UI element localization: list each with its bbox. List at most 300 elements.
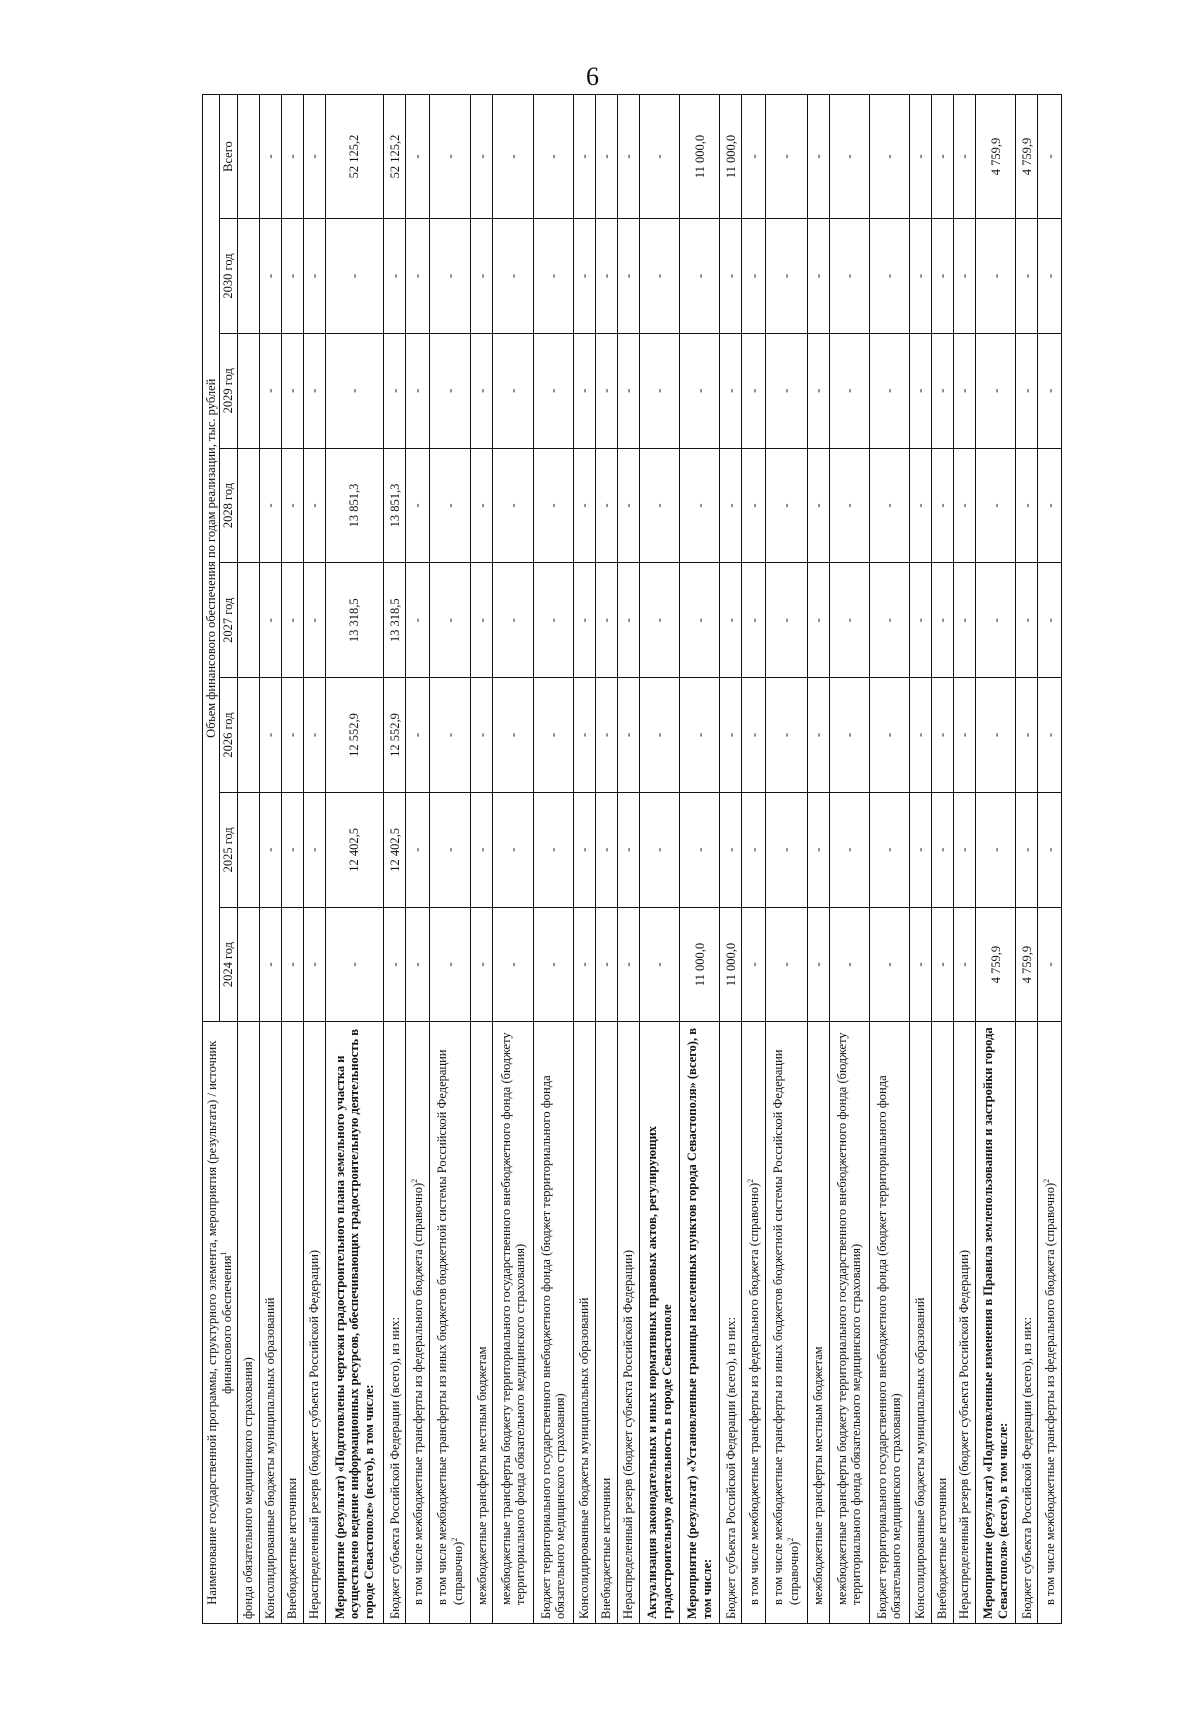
total-cell: - xyxy=(259,95,281,219)
year-value-cell: - xyxy=(493,219,533,334)
year-value-cell: - xyxy=(259,907,281,1022)
total-cell: - xyxy=(429,95,471,219)
row-name-cell xyxy=(765,1022,807,1624)
year-value-cell: - xyxy=(281,333,303,448)
year-value-cell: - xyxy=(932,907,954,1022)
table-row xyxy=(406,95,429,1624)
year-value-cell: - xyxy=(1016,448,1038,563)
row-name-cell xyxy=(406,1022,429,1624)
year-value-cell: - xyxy=(765,333,807,448)
total-cell: - xyxy=(910,95,932,219)
year-value-cell: - xyxy=(471,333,493,448)
row-name-cell xyxy=(259,1022,281,1624)
year-value-cell: - xyxy=(807,448,829,563)
year-value-cell: 12 552,9 xyxy=(325,678,383,793)
year-value-cell: - xyxy=(932,792,954,907)
year-value-cell xyxy=(237,792,259,907)
year-value-cell: - xyxy=(720,792,742,907)
year-value-cell: 13 851,3 xyxy=(325,448,383,563)
year-value-cell: - xyxy=(573,219,595,334)
year-value-cell: - xyxy=(829,792,869,907)
year-value-cell: - xyxy=(1038,678,1062,793)
year-value-cell: - xyxy=(954,678,976,793)
year-value-cell: - xyxy=(406,563,429,678)
year-value-cell: - xyxy=(869,333,909,448)
year-header: 2030 год xyxy=(220,219,237,334)
row-name-text: Нераспределенный резерв (бюджет субъекта Российской Федерации) xyxy=(307,1249,322,1619)
year-value-cell: - xyxy=(1016,792,1038,907)
year-value-cell: - xyxy=(303,792,325,907)
year-value-cell: - xyxy=(595,563,617,678)
year-value-cell: - xyxy=(617,448,639,563)
row-name-cell xyxy=(954,1022,976,1624)
year-value-cell: - xyxy=(639,907,679,1022)
year-value-cell: - xyxy=(281,219,303,334)
year-value-cell: - xyxy=(829,907,869,1022)
year-value-cell: 11 000,0 xyxy=(720,907,742,1022)
year-value-cell: - xyxy=(742,563,765,678)
year-value-cell: - xyxy=(954,219,976,334)
year-value-cell: - xyxy=(680,563,720,678)
row-name-cell xyxy=(384,1022,406,1624)
row-name-text: Бюджет территориального государственного внебюджетного фонда (бюджет территориального фонда обязательного медицинского страхования) xyxy=(538,1075,568,1619)
total-cell: - xyxy=(1038,95,1062,219)
year-value-cell: - xyxy=(493,907,533,1022)
row-name-text: Консолидированные бюджеты муниципальных образований xyxy=(577,1297,592,1619)
year-value-cell: - xyxy=(932,333,954,448)
row-name-text: Бюджет территориального государственного внебюджетного фонда (бюджет территориального фонда обязательного медицинского страхования) xyxy=(875,1075,904,1619)
year-header: 2024 год xyxy=(220,907,237,1022)
year-value-cell: - xyxy=(595,448,617,563)
year-value-cell: - xyxy=(384,333,406,448)
year-value-cell: - xyxy=(910,563,932,678)
year-value-cell: - xyxy=(720,333,742,448)
year-value-cell: - xyxy=(595,907,617,1022)
year-value-cell: - xyxy=(573,792,595,907)
row-name-text: в том числе межбюджетные трансферты из федерального бюджета (справочно) xyxy=(747,1182,762,1605)
year-value-cell: - xyxy=(573,448,595,563)
row-name-cell xyxy=(325,1022,383,1624)
name-column-header: Наименование государственной программы, структурного элемента, мероприятия (результата) / источник финансового обеспечения$^1$ xyxy=(203,1022,238,1624)
footnote-marker: 2 xyxy=(745,1178,755,1183)
total-cell: - xyxy=(765,95,807,219)
year-value-cell: - xyxy=(259,448,281,563)
year-value-cell: - xyxy=(617,907,639,1022)
year-value-cell: 12 402,5 xyxy=(384,792,406,907)
total-cell: 52 125,2 xyxy=(384,95,406,219)
row-name-text: фонда обязательного медицинского страхования) xyxy=(241,1357,256,1619)
total-cell xyxy=(237,95,259,219)
total-cell: 52 125,2 xyxy=(325,95,383,219)
year-value-cell: - xyxy=(954,792,976,907)
year-value-cell: - xyxy=(910,678,932,793)
year-value-cell: - xyxy=(617,219,639,334)
year-value-cell: - xyxy=(1038,219,1062,334)
year-value-cell: - xyxy=(259,678,281,793)
year-value-cell: - xyxy=(1038,907,1062,1022)
row-name-text: Бюджет субъекта Российской Федерации (всего), из них: xyxy=(387,1316,402,1619)
year-value-cell: - xyxy=(680,792,720,907)
table-row xyxy=(807,95,829,1624)
year-value-cell: - xyxy=(259,563,281,678)
year-value-cell: - xyxy=(325,219,383,334)
year-value-cell: - xyxy=(807,219,829,334)
year-value-cell: - xyxy=(595,333,617,448)
row-name-cell xyxy=(533,1022,573,1624)
row-name-cell xyxy=(976,1022,1016,1624)
table-row xyxy=(765,95,807,1624)
year-value-cell: - xyxy=(471,448,493,563)
year-value-cell: - xyxy=(680,219,720,334)
footnote-marker: 2 xyxy=(449,1537,459,1542)
row-name-cell xyxy=(720,1022,742,1624)
row-name-text: Внебюджетные источники xyxy=(935,1477,950,1619)
total-cell: 11 000,0 xyxy=(720,95,742,219)
year-value-cell: - xyxy=(807,678,829,793)
row-name-text: межбюджетные трансферты бюджету территориального государственного внебюджетного фонда (бюджету территориального фонда обязательного медицинского страхования) xyxy=(498,1032,528,1605)
total-cell: - xyxy=(954,95,976,219)
row-name-text: Внебюджетные источники xyxy=(599,1477,614,1619)
table-row xyxy=(533,95,573,1624)
total-cell: - xyxy=(932,95,954,219)
year-value-cell: - xyxy=(807,563,829,678)
year-value-cell: - xyxy=(869,219,909,334)
total-cell: - xyxy=(617,95,639,219)
row-name-cell xyxy=(869,1022,909,1624)
year-value-cell: - xyxy=(573,907,595,1022)
total-cell: - xyxy=(573,95,595,219)
year-value-cell: - xyxy=(281,792,303,907)
year-value-cell: - xyxy=(932,563,954,678)
row-name-cell xyxy=(617,1022,639,1624)
year-value-cell: 13 318,5 xyxy=(325,563,383,678)
year-value-cell: - xyxy=(617,678,639,793)
year-value-cell: - xyxy=(639,678,679,793)
year-value-cell: - xyxy=(807,907,829,1022)
row-name-cell xyxy=(237,1022,259,1624)
funding-table-frame xyxy=(202,94,1062,1624)
row-name-text: Актуализация законодательных и иных нормативных правовых актов, регулирующих градостроительную деятельность в городе Севастополе xyxy=(645,1125,674,1619)
row-name-text: Консолидированные бюджеты муниципальных образований xyxy=(913,1297,928,1619)
year-value-cell: - xyxy=(765,907,807,1022)
row-name-text: межбюджетные трансферты местным бюджетам xyxy=(810,1346,825,1605)
year-value-cell: - xyxy=(976,333,1016,448)
year-value-cell: - xyxy=(471,907,493,1022)
year-value-cell: - xyxy=(932,448,954,563)
year-value-cell: - xyxy=(281,907,303,1022)
row-name-cell xyxy=(595,1022,617,1624)
row-name-text: Мероприятие (результат) «Установленные границы населенных пунктов города Севастополя» (всего), в том числе: xyxy=(685,1028,714,1619)
year-value-cell: 13 851,3 xyxy=(384,448,406,563)
row-name-cell xyxy=(829,1022,869,1624)
year-value-cell: - xyxy=(976,563,1016,678)
year-value-cell: - xyxy=(910,448,932,563)
year-value-cell xyxy=(237,678,259,793)
year-value-cell: - xyxy=(765,678,807,793)
year-value-cell: 11 000,0 xyxy=(680,907,720,1022)
footnote-marker: 2 xyxy=(785,1537,795,1542)
year-value-cell: - xyxy=(680,678,720,793)
footnote-marker: 2 xyxy=(1041,1178,1051,1183)
year-value-cell: - xyxy=(429,448,471,563)
year-value-cell: - xyxy=(406,678,429,793)
year-value-cell: - xyxy=(807,792,829,907)
year-value-cell: - xyxy=(1016,563,1038,678)
total-header: Всего xyxy=(220,95,237,219)
year-value-cell: - xyxy=(471,563,493,678)
table-row xyxy=(429,95,471,1624)
year-value-cell: - xyxy=(976,219,1016,334)
table-row xyxy=(384,95,406,1624)
year-value-cell: - xyxy=(259,792,281,907)
header-row-1 xyxy=(203,95,220,1624)
row-name-cell xyxy=(281,1022,303,1624)
year-value-cell: - xyxy=(493,448,533,563)
year-value-cell: - xyxy=(869,678,909,793)
total-cell: - xyxy=(533,95,573,219)
row-name-cell xyxy=(1016,1022,1038,1624)
year-value-cell: - xyxy=(869,448,909,563)
row-name-cell xyxy=(573,1022,595,1624)
year-value-cell: - xyxy=(765,448,807,563)
year-value-cell: - xyxy=(720,563,742,678)
year-value-cell: - xyxy=(639,563,679,678)
year-value-cell: - xyxy=(829,563,869,678)
row-name-text: Нераспределенный резерв (бюджет субъекта Российской Федерации) xyxy=(621,1249,636,1619)
total-cell: - xyxy=(829,95,869,219)
year-value-cell: - xyxy=(976,678,1016,793)
year-value-cell: - xyxy=(829,219,869,334)
row-name-cell xyxy=(471,1022,493,1624)
row-name-cell xyxy=(807,1022,829,1624)
table-row xyxy=(680,95,720,1624)
year-value-cell: - xyxy=(742,219,765,334)
year-value-cell: - xyxy=(281,448,303,563)
year-value-cell: - xyxy=(406,219,429,334)
row-name-text: в том числе межбюджетные трансферты из федерального бюджета (справочно) xyxy=(1043,1182,1058,1605)
year-value-cell: - xyxy=(493,333,533,448)
year-value-cell: - xyxy=(281,678,303,793)
year-value-cell: - xyxy=(829,333,869,448)
year-value-cell: - xyxy=(259,333,281,448)
year-value-cell: - xyxy=(680,333,720,448)
year-value-cell: - xyxy=(742,678,765,793)
year-value-cell: - xyxy=(1016,678,1038,793)
row-name-text: межбюджетные трансферты местным бюджетам xyxy=(474,1346,489,1605)
year-value-cell: - xyxy=(680,448,720,563)
year-header: 2029 год xyxy=(220,333,237,448)
funding-table xyxy=(202,94,1062,1624)
year-value-cell: - xyxy=(765,219,807,334)
table-row xyxy=(595,95,617,1624)
footnote-marker: 2 xyxy=(409,1178,419,1183)
year-value-cell: - xyxy=(765,792,807,907)
year-value-cell: - xyxy=(406,907,429,1022)
year-value-cell: - xyxy=(573,333,595,448)
row-name-cell xyxy=(639,1022,679,1624)
year-value-cell: - xyxy=(639,219,679,334)
year-value-cell: - xyxy=(429,792,471,907)
year-value-cell: - xyxy=(281,563,303,678)
year-value-cell: - xyxy=(259,219,281,334)
total-cell: - xyxy=(303,95,325,219)
year-value-cell: - xyxy=(303,219,325,334)
year-value-cell: - xyxy=(807,333,829,448)
table-row xyxy=(932,95,954,1624)
table-row xyxy=(954,95,976,1624)
year-value-cell: - xyxy=(406,792,429,907)
year-value-cell: - xyxy=(303,333,325,448)
table-row xyxy=(742,95,765,1624)
row-name-cell xyxy=(303,1022,325,1624)
year-value-cell: - xyxy=(406,333,429,448)
table-row xyxy=(720,95,742,1624)
year-value-cell: - xyxy=(617,333,639,448)
year-value-cell: - xyxy=(429,219,471,334)
row-name-text: межбюджетные трансферты бюджету территориального государственного внебюджетного фонда (бюджету территориального фонда обязательного медицинского страхования) xyxy=(834,1032,864,1605)
year-value-cell: 12 402,5 xyxy=(325,792,383,907)
total-cell: - xyxy=(595,95,617,219)
year-value-cell: - xyxy=(720,448,742,563)
year-value-cell: - xyxy=(617,792,639,907)
table-row xyxy=(639,95,679,1624)
row-name-cell xyxy=(680,1022,720,1624)
year-value-cell: - xyxy=(471,678,493,793)
row-name-cell xyxy=(910,1022,932,1624)
table-row xyxy=(493,95,533,1624)
year-value-cell: - xyxy=(429,563,471,678)
table-row xyxy=(617,95,639,1624)
year-value-cell: - xyxy=(1016,219,1038,334)
year-value-cell: - xyxy=(639,792,679,907)
total-cell: - xyxy=(281,95,303,219)
table-row xyxy=(573,95,595,1624)
year-value-cell: - xyxy=(595,219,617,334)
total-cell: 4 759,9 xyxy=(976,95,1016,219)
total-cell: - xyxy=(742,95,765,219)
row-name-text: в том числе межбюджетные трансферты из иных бюджетов бюджетной системы Российской Федерации (справочно) xyxy=(771,1049,801,1605)
year-value-cell xyxy=(237,333,259,448)
row-name-text: в том числе межбюджетные трансферты из иных бюджетов бюджетной системы Российской Федерации (справочно) xyxy=(435,1049,465,1605)
year-value-cell: - xyxy=(639,448,679,563)
table-row xyxy=(303,95,325,1624)
year-value-cell: - xyxy=(573,678,595,793)
year-value-cell: - xyxy=(325,333,383,448)
year-value-cell: - xyxy=(595,792,617,907)
total-cell: - xyxy=(639,95,679,219)
year-value-cell: - xyxy=(742,792,765,907)
table-row xyxy=(829,95,869,1624)
total-cell: - xyxy=(807,95,829,219)
total-cell: - xyxy=(493,95,533,219)
year-value-cell: - xyxy=(429,333,471,448)
year-value-cell xyxy=(237,448,259,563)
row-name-text: в том числе межбюджетные трансферты из федерального бюджета (справочно) xyxy=(410,1182,425,1605)
total-cell: - xyxy=(471,95,493,219)
year-value-cell: - xyxy=(829,448,869,563)
row-name-text: Мероприятие (результат) «Подготовлены чертежи градостроительного плана земельного участка и осуществлено ведение информационных ресурсов, обеспечивающих градостроительную деятельность в городе Севастополе» (всего), в том числе: xyxy=(332,1029,376,1619)
year-value-cell: - xyxy=(742,333,765,448)
year-value-cell: - xyxy=(533,792,573,907)
year-value-cell: - xyxy=(765,563,807,678)
year-value-cell: - xyxy=(910,219,932,334)
table-row xyxy=(259,95,281,1624)
year-value-cell: - xyxy=(1038,448,1062,563)
year-value-cell: - xyxy=(1016,333,1038,448)
total-cell: - xyxy=(869,95,909,219)
year-value-cell: - xyxy=(303,907,325,1022)
year-value-cell: 13 318,5 xyxy=(384,563,406,678)
page-number: 6 xyxy=(586,62,599,91)
year-value-cell: - xyxy=(303,563,325,678)
year-value-cell: - xyxy=(493,563,533,678)
row-name-cell xyxy=(932,1022,954,1624)
year-value-cell: - xyxy=(533,333,573,448)
year-value-cell: 4 759,9 xyxy=(1016,907,1038,1022)
year-value-cell: 12 552,9 xyxy=(384,678,406,793)
year-value-cell: - xyxy=(493,792,533,907)
year-value-cell: - xyxy=(429,907,471,1022)
table-row xyxy=(471,95,493,1624)
year-value-cell: - xyxy=(533,219,573,334)
year-value-cell: - xyxy=(976,792,1016,907)
year-value-cell: - xyxy=(471,219,493,334)
year-header: 2027 год xyxy=(220,563,237,678)
year-value-cell: - xyxy=(406,448,429,563)
row-name-text: Нераспределенный резерв (бюджет субъекта Российской Федерации) xyxy=(957,1249,972,1619)
year-value-cell: - xyxy=(533,678,573,793)
year-value-cell: 4 759,9 xyxy=(976,907,1016,1022)
row-name-cell xyxy=(493,1022,533,1624)
table-body xyxy=(237,95,1061,1624)
funding-group-header: Объем финансового обеспечения по годам реализации, тыс. рублей xyxy=(203,95,220,1022)
table-row xyxy=(237,95,259,1624)
year-value-cell: - xyxy=(869,792,909,907)
year-value-cell: - xyxy=(493,678,533,793)
year-value-cell: - xyxy=(954,907,976,1022)
total-cell: 11 000,0 xyxy=(680,95,720,219)
table-row xyxy=(910,95,932,1624)
year-value-cell: - xyxy=(384,219,406,334)
year-value-cell: - xyxy=(954,448,976,563)
row-name-text: Внебюджетные источники xyxy=(285,1477,300,1619)
year-value-cell: - xyxy=(325,907,383,1022)
year-value-cell: - xyxy=(829,678,869,793)
table-row xyxy=(976,95,1016,1624)
table-row xyxy=(869,95,909,1624)
year-value-cell: - xyxy=(932,219,954,334)
row-name-cell xyxy=(1038,1022,1062,1624)
year-value-cell: - xyxy=(910,792,932,907)
row-name-text: Мероприятие (результат) «Подготовленные изменения в Правила землепользования и застройки города Севастополя» (всего), в том числе: xyxy=(981,1027,1010,1619)
total-cell: - xyxy=(406,95,429,219)
year-value-cell: - xyxy=(1038,792,1062,907)
year-value-cell: - xyxy=(303,448,325,563)
year-value-cell xyxy=(237,219,259,334)
year-header: 2028 год xyxy=(220,448,237,563)
year-value-cell: - xyxy=(742,907,765,1022)
year-value-cell: - xyxy=(869,907,909,1022)
year-value-cell: - xyxy=(617,563,639,678)
year-value-cell: - xyxy=(1038,563,1062,678)
row-name-cell xyxy=(742,1022,765,1624)
table-row xyxy=(325,95,383,1624)
year-value-cell: - xyxy=(573,563,595,678)
year-value-cell: - xyxy=(471,792,493,907)
year-header: 2025 год xyxy=(220,792,237,907)
year-value-cell: - xyxy=(976,448,1016,563)
year-value-cell xyxy=(237,563,259,678)
